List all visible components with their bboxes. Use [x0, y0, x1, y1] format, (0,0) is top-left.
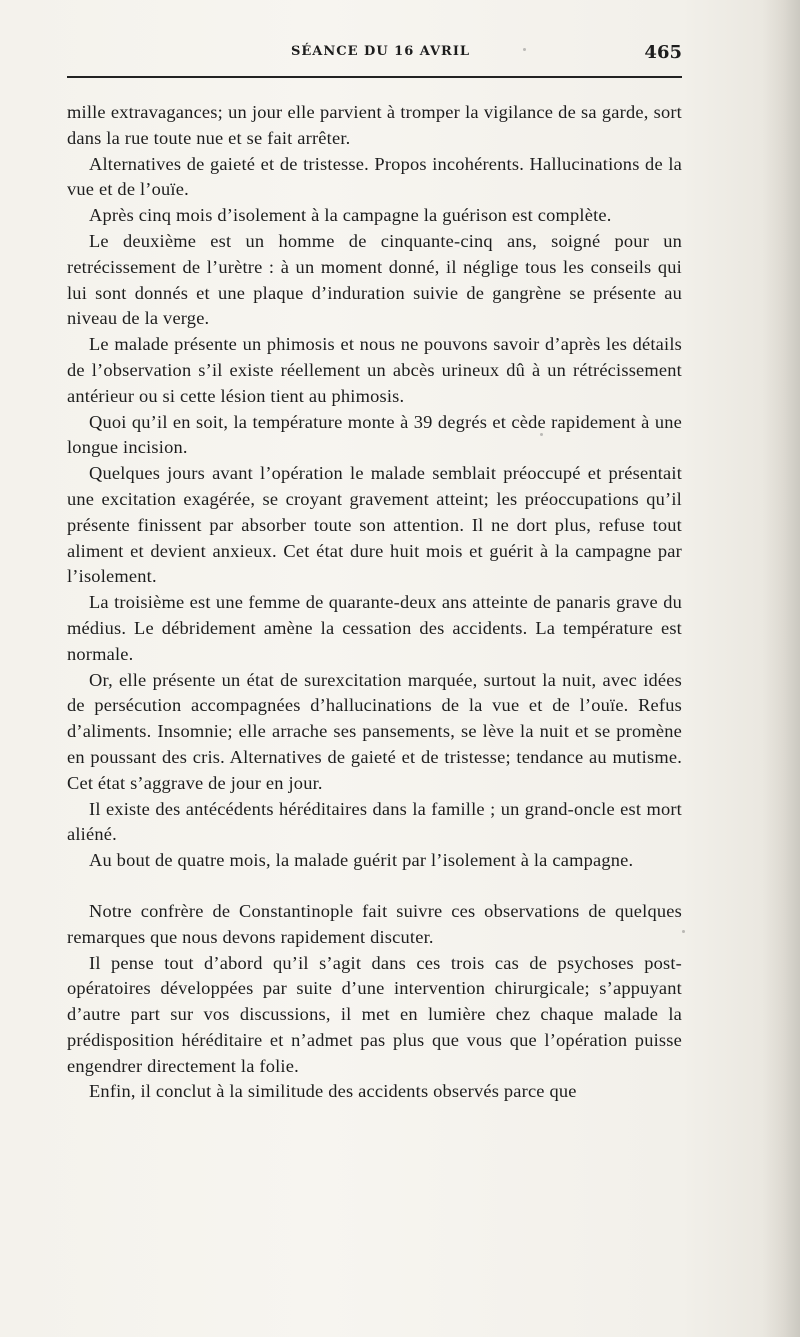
- paragraph: Le malade présente un phimosis et nous ne pouvons savoir d’après les détails de l’observation s’il existe réellement un abcès urineux dû à un rétrécissement antérieur ou si cette lésion tient au phimosis.: [67, 334, 682, 406]
- print-speck: [540, 433, 543, 436]
- paragraph: mille extravagances; un jour elle parvient à tromper la vigilance de sa garde, sort dans la rue toute nue et se fait arrêter.: [67, 102, 682, 148]
- paragraph: Après cinq mois d’isolement à la campagne la guérison est complète.: [89, 205, 612, 226]
- paragraph: La troisième est une femme de quarante-deux ans atteinte de panaris grave du médius. Le débridement amène la cessation des accidents. La température est normale.: [67, 592, 682, 664]
- paragraph: Le deuxième est un homme de cinquante-cinq ans, soigné pour un retrécissement de l’urètre : à un moment donné, il néglige tous les conseils qui lui sont donnés et une plaque d’induration suivie de gangrène se présente au niveau de la verge.: [67, 230, 682, 329]
- page-edge-shadow: [762, 0, 800, 1337]
- print-speck: [523, 48, 526, 51]
- body-text: [67, 100, 682, 1105]
- header-rule: [67, 76, 682, 78]
- paragraph: Au bout de quatre mois, la malade guérit par l’isolement à la campagne.: [89, 850, 634, 871]
- print-speck: [682, 930, 685, 933]
- page-number: 465: [644, 42, 682, 63]
- paragraph: Notre confrère de Constantinople fait suivre ces observations de quelques remarques que nous devons rapidement discuter.: [67, 900, 682, 947]
- paragraph: Alternatives de gaieté et de tristesse. Propos incohérents. Hallucinations de la vue et de l’ouïe.: [67, 153, 682, 200]
- paragraph: Quelques jours avant l’opération le malade semblait préoccupé et présentait une excitation exagérée, se croyant gravement atteint; les préoccupations qu’il présente finissent par absorber toute son attention. Il ne dort plus, refuse tout aliment et devient anxieux. Cet état dure huit mois et guérit à la campagne par l’isolement.: [67, 463, 682, 587]
- paragraph: Or, elle présente un état de surexcitation marquée, surtout la nuit, avec idées de persécution accompagnées d’hallucinations de la vue et de l’ouïe. Refus d’aliments. Insomnie; elle arrache ses pansements, se lève la nuit et se promène en poussant des cris. Alternatives de gaieté et de tristesse; tendance au mutisme. Cet état s’aggrave de jour en jour.: [67, 669, 682, 793]
- paragraph: Enfin, il conclut à la similitude des accidents observés parce que: [89, 1081, 577, 1102]
- paragraph: Il pense tout d’abord qu’il s’agit dans ces trois cas de psychoses post-opératoires développées par suite d’une intervention chirurgicale; s’appuyant d’autre part sur vos discussions, il met en lumière chez chaque malade la prédisposition héréditaire et n’admet pas plus que vous que l’opération puisse engendrer directement la folie.: [67, 952, 682, 1076]
- section-gap: [67, 874, 682, 899]
- paragraph: Il existe des antécédents héréditaires dans la famille ; un grand-oncle est mort aliéné.: [67, 798, 682, 845]
- running-head: SÉANCE DU 16 AVRIL: [291, 44, 471, 59]
- page-header: [67, 36, 682, 82]
- paragraph: Quoi qu’il en soit, la température monte à 39 degrés et cède rapidement à une longue incision.: [67, 411, 682, 458]
